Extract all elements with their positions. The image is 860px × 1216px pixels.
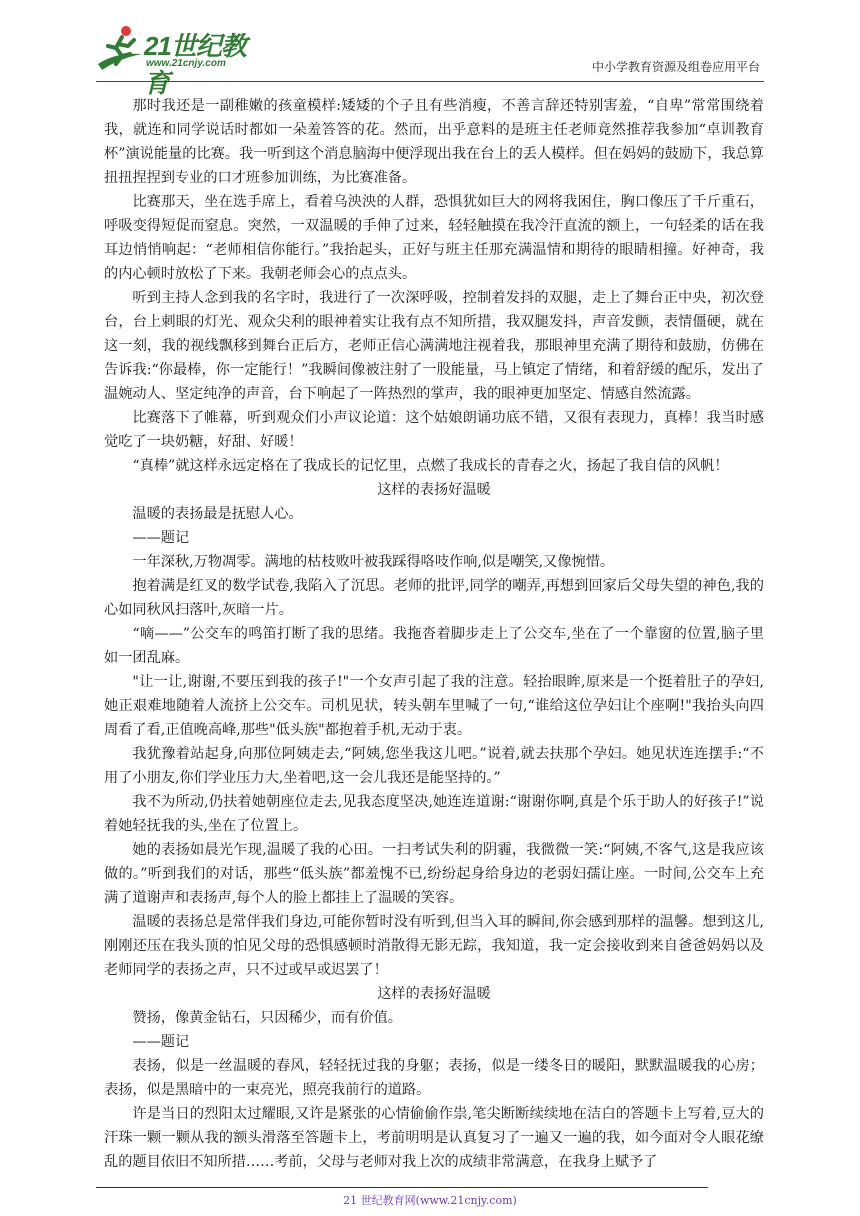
page-footer: 21 世纪教育网(www.21cnjy.com) [343, 1194, 517, 1207]
paragraph: 比赛那天，坐在选手席上，看着乌泱泱的人群，恐惧犹如巨大的网将我困住，胸口像压了千斤重石，呼吸变得短促而窒息。突然，一双温暖的手伸了过来，轻轻触摸在我冷汗直流的额上，一句轻柔的话在我耳边悄悄响起：“老师相信你能行。”我抬起头，正好与班主任那充满温情和期待的眼睛相撞。好神奇，我的内心顿时放松了下来。我朝老师会心的点点头。 [104, 194, 764, 282]
epigraph: 温暖的表扬最是抚慰人心。 [132, 506, 303, 522]
paragraph: 比赛落下了帷幕，听到观众们小声议论道：这个姑娘朗诵功底不错，又很有表现力，真棒！我当时感觉吃了一块奶糖，好甜、好暖！ [104, 410, 764, 450]
logo-text: 21世纪教育 [144, 31, 246, 98]
epigraph-attribution: ——题记 [132, 530, 190, 546]
platform-tagline: 中小学教育资源及组卷应用平台 [591, 60, 760, 74]
paragraph: "让一让,谢谢,不要压到我的孩子!"一个女声引起了我的注意。轻抬眼眸,原来是一个挺着肚子的孕妇,她正艰难地随着人流挤上公交车。司机见状，转头朝车里喊了一句,“谁给这位孕妇让个座啊!"我抬头向四周看了看,正值晚高峰,那些"低头族"都抱着手机,无动于衷。 [104, 674, 764, 738]
epigraph: 赞扬，像黄金钻石，只因稀少，而有价值。 [132, 1010, 402, 1026]
paragraph: 一年深秋,万物凋零。满地的枯枝败叶被我踩得咯吱作响,似是嘲笑,又像惋惜。 [132, 554, 615, 570]
header-divider [96, 81, 764, 82]
paragraph: 我不为所动,仍扶着她朝座位走去,见我态度坚决,她连连道谢:“谢谢你啊,真是个乐于助人的好孩子!”说着她轻抚我的头,坐在了位置上。 [104, 794, 764, 834]
essay-title: 这样的表扬好温暖 [377, 986, 491, 1002]
paragraph: 我犹豫着站起身,向那位阿姨走去,“阿姨,您坐我这儿吧。”说着,就去扶那个孕妇。她见状连连摆手:“不用了小朋友,你们学业压力大,坐着吧,这一会儿我还是能坚持的。” [104, 746, 764, 786]
epigraph-attribution: ——题记 [132, 1034, 190, 1050]
paragraph: 表扬，似是一丝温暖的春风，轻轻抚过我的身躯；表扬，似是一缕冬日的暖阳，默默温暖我的心房；表扬，似是黑暗中的一束亮光，照亮我前行的道路。 [104, 1058, 764, 1098]
logo [96, 24, 266, 98]
essay-title: 这样的表扬好温暖 [377, 482, 491, 498]
paragraph: 听到主持人念到我的名字时，我进行了一次深呼吸，控制着发抖的双腿，走上了舞台正中央，初次登台，台上刺眼的灯光、观众尖利的眼神着实让我有点不知所措，我双腿发抖，声音发颤，表情僵硬，就在这一刻，我的视线飘移到舞台正后方，老师正信心满满地注视着我，那眼神里充满了期待和鼓励，仿佛在告诉我:“你最棒，你一定能行！”我瞬间像被注射了一股能量，马上镇定了情绪，和着舒缓的配乐，发出了温婉动人、坚定纯净的声音，台下响起了一阵热烈的掌声，我的眼神更加坚定、情感自然流露。 [104, 290, 764, 402]
page-header [96, 20, 764, 98]
document-body [104, 94, 764, 1174]
paragraph: “真棒”就这样永远定格在了我成长的记忆里，点燃了我成长的青春之火，扬起了我自信的风帆！ [132, 458, 729, 474]
paragraph: 抱着满是红叉的数学试卷,我陷入了沉思。老师的批评,同学的嘲弄,再想到回家后父母失望的神色,我的心如同秋风扫落叶,灰暗一片。 [104, 578, 764, 618]
logo-url: www.21cnjy.com [146, 58, 226, 69]
runner-logo-icon [96, 24, 146, 72]
paragraph: “嘀——”公交车的鸣笛打断了我的思绪。我拖沓着脚步走上了公交车,坐在了一个靠窗的位置,脑子里如一团乱麻。 [104, 626, 764, 666]
paragraph: 许是当日的烈阳太过耀眼,又许是紧张的心情偷偷作祟,笔尖断断续续地在洁白的答题卡上写着,豆大的汗珠一颗一颗从我的额头滑落至答题卡上，考前明明是认真复习了一遍又一遍的我，如今面对令人眼花缭乱的题目依旧不知所措……考前，父母与老师对我上次的成绩非常满意，在我身上赋予了 [104, 1106, 764, 1170]
paragraph: 那时我还是一副稚嫩的孩童模样:矮矮的个子且有些消瘦，不善言辞还特别害羞，“自卑”常常围绕着我，就连和同学说话时都如一朵羞答答的花。然而，出乎意料的是班主任老师竟然推荐我参加“卓训教育杯”演说能量的比赛。我一听到这个消息脑海中便浮现出我在台上的丢人模样。但在妈妈的鼓励下，我总算扭扭捏捏到专业的口才班参加训练，为比赛准备。 [104, 98, 764, 186]
paragraph: 温暖的表扬总是常伴我们身边,可能你暂时没有听到,但当入耳的瞬间,你会感到那样的温馨。想到这儿, 刚刚还压在我头顶的怕见父母的恐惧感顿时消散得无影无踪，我知道，我一定会接收到来自爸爸妈妈以及老师同学的表扬之声，只不过或早或迟罢了！ [104, 914, 764, 978]
footer-divider [96, 1187, 708, 1188]
paragraph: 她的表扬如晨光乍现,温暖了我的心田。一扫考试失利的阴霾，我微微一笑:“阿姨,不客气,这是我应该做的。”听到我们的对话，那些“低头族”都羞愧不已,纷纷起身给身边的老弱妇孺让座。一时间,公交车上充满了道谢声和表扬声,每个人的脸上都挂上了温暖的笑容。 [104, 842, 764, 906]
